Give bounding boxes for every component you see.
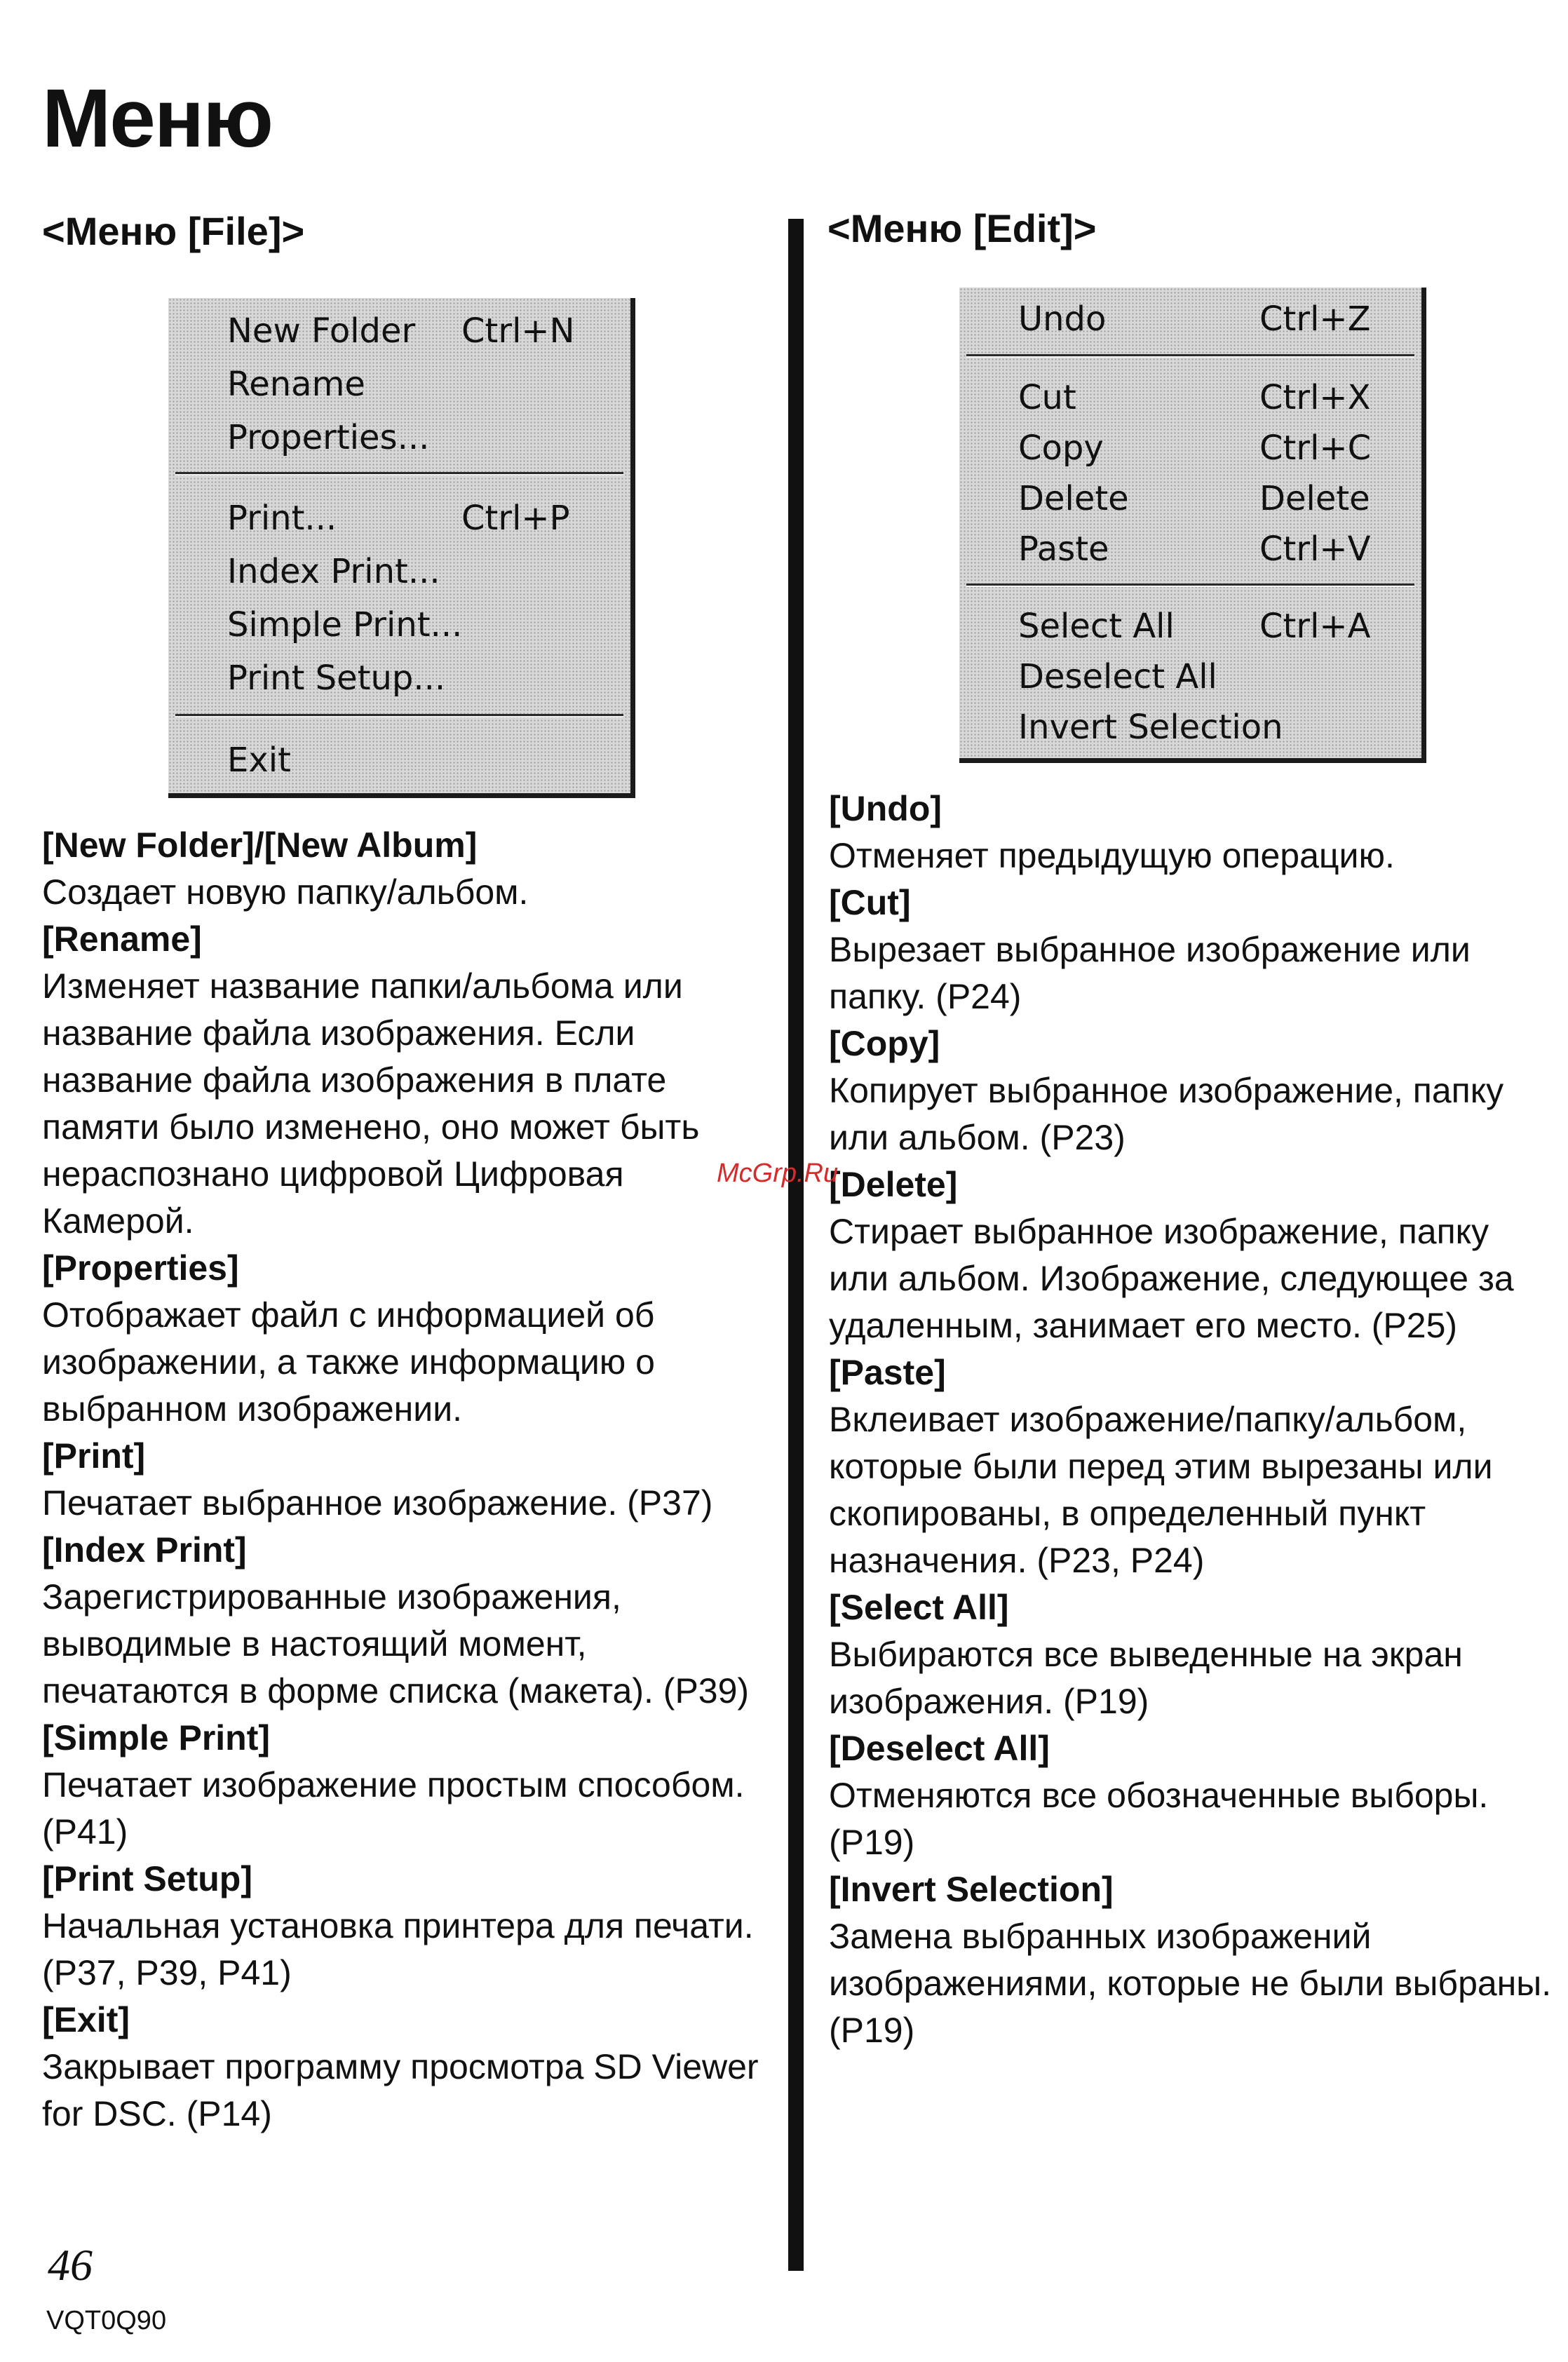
- menu-separator: [175, 714, 623, 717]
- entry-text: Отображает файл с информацией об изображении, а также информацию о выбранном изображении.: [42, 1295, 655, 1429]
- entry-title: [Print Setup]: [42, 1859, 252, 1898]
- document-code: VQT0Q90: [46, 2306, 167, 2335]
- menu-item-label: Invert Selection: [1018, 708, 1283, 747]
- menu-item-label: Index Print...: [227, 552, 440, 591]
- menu-item-label: Paste: [1018, 529, 1109, 569]
- menu-item-label: Print...: [227, 499, 337, 538]
- menu-item-paste[interactable]: [959, 525, 1421, 574]
- menu-item-simple-print[interactable]: [168, 600, 630, 649]
- menu-item-print-setup[interactable]: [168, 654, 630, 703]
- entry-text: Изменяет название папки/альбома или название файла изображения. Если название файла изображения в плате памяти было изменено, оно может быть нераспознано цифровой Цифровая Камерой.: [42, 966, 700, 1241]
- menu-item-undo[interactable]: [959, 295, 1421, 344]
- edit-menu-heading: <Меню [Edit]>: [827, 206, 1097, 250]
- menu-item-label: New Folder: [227, 311, 416, 351]
- menu-item-index-print[interactable]: [168, 547, 630, 596]
- entry-title: [Undo]: [829, 789, 942, 828]
- menu-item-label: Deselect All: [1018, 657, 1217, 696]
- menu-item-print[interactable]: [168, 494, 630, 543]
- menu-item-new-folder[interactable]: [168, 306, 630, 356]
- entry-text: Закрывает программу просмотра SD Viewer for DSC. (P14): [42, 2047, 759, 2133]
- menu-item-exit[interactable]: [168, 736, 630, 785]
- menu-item-label: Copy: [1018, 428, 1104, 468]
- menu-item-shortcut: Ctrl+Z: [1259, 299, 1371, 339]
- entry-title: [Deselect All]: [829, 1729, 1050, 1768]
- menu-item-shortcut: Ctrl+X: [1259, 378, 1371, 417]
- file-menu: [168, 298, 635, 798]
- entry-text: Начальная установка принтера для печати. (P37, P39, P41): [42, 1906, 754, 1992]
- menu-item-label: Simple Print...: [227, 605, 463, 645]
- file-menu-descriptions: [42, 822, 771, 2138]
- menu-item-label: Undo: [1018, 299, 1107, 339]
- menu-item-label: Cut: [1018, 378, 1076, 417]
- entry-text: Печатает выбранное изображение. (P37): [42, 1483, 713, 1523]
- menu-item-label: Properties...: [227, 418, 430, 457]
- entry-title: [Simple Print]: [42, 1718, 271, 1757]
- entry-title: [Rename]: [42, 919, 202, 959]
- edit-menu-descriptions: [829, 785, 1558, 2054]
- entry-title: [Copy]: [829, 1024, 940, 1063]
- edit-menu: [959, 288, 1426, 763]
- entry-text: Вклеивает изображение/папку/альбом, которые были перед этим вырезаны или скопированы, в определенный пункт назначения. (P23, P24): [829, 1400, 1493, 1580]
- menu-separator: [966, 583, 1414, 587]
- menu-item-label: Print Setup...: [227, 659, 446, 698]
- entry-text: Выбираются все выведенные на экран изображения. (P19): [829, 1635, 1463, 1721]
- menu-item-copy[interactable]: [959, 424, 1421, 473]
- entry-text: Стирает выбранное изображение, папку или альбом. Изображение, следующее за удаленным, занимает его место. (P25): [829, 1212, 1514, 1345]
- file-menu-heading: <Меню [File]>: [42, 209, 305, 253]
- entry-text: Замена выбранных изображений изображениями, которые не были выбраны. (P19): [829, 1917, 1552, 2050]
- menu-item-shortcut: Delete: [1259, 479, 1370, 518]
- entry-text: Зарегистрированные изображения, выводимые в настоящий момент, печатаются в форме списка (макета). (P39): [42, 1577, 750, 1710]
- entry-title: [Cut]: [829, 883, 911, 922]
- menu-item-shortcut: Ctrl+V: [1259, 529, 1371, 569]
- entry-text: Печатает изображение простым способом. (P41): [42, 1765, 745, 1851]
- watermark: McGrp.Ru: [717, 1159, 839, 1188]
- menu-item-select-all[interactable]: [959, 602, 1421, 651]
- entry-title: [Invert Selection]: [829, 1870, 1114, 1909]
- entry-title: [Print]: [42, 1436, 146, 1476]
- column-divider: [788, 219, 804, 2271]
- entry-text: Копирует выбранное изображение, папку или альбом. (P23): [829, 1071, 1504, 1157]
- page-title: Меню: [42, 72, 272, 165]
- page-number: 46: [48, 2240, 93, 2290]
- menu-item-invert-selection[interactable]: [959, 703, 1421, 752]
- menu-item-label: Rename: [227, 365, 365, 404]
- menu-item-deselect-all[interactable]: [959, 652, 1421, 701]
- menu-separator: [175, 472, 623, 475]
- menu-item-rename[interactable]: [168, 360, 630, 409]
- menu-item-delete[interactable]: [959, 474, 1421, 523]
- entry-text: Вырезает выбранное изображение или папку. (P24): [829, 930, 1471, 1016]
- menu-item-shortcut: Ctrl+P: [461, 499, 570, 538]
- entry-title: [Exit]: [42, 2000, 130, 2039]
- menu-item-properties[interactable]: [168, 413, 630, 462]
- menu-item-shortcut: Ctrl+C: [1259, 428, 1372, 468]
- menu-item-cut[interactable]: [959, 373, 1421, 422]
- menu-item-shortcut: Ctrl+A: [1259, 607, 1371, 646]
- menu-item-label: Delete: [1018, 479, 1129, 518]
- entry-title: [Select All]: [829, 1588, 1009, 1627]
- menu-item-label: Exit: [227, 741, 291, 780]
- entry-title: [Properties]: [42, 1248, 239, 1288]
- entry-text: Отменяет предыдущую операцию.: [829, 836, 1395, 875]
- menu-item-shortcut: Ctrl+N: [461, 311, 575, 351]
- entry-text: Отменяются все обозначенные выборы. (P19): [829, 1776, 1489, 1862]
- entry-title: [New Folder]/[New Album]: [42, 825, 478, 865]
- entry-title: [Paste]: [829, 1353, 946, 1392]
- entry-title: [Delete]: [829, 1165, 958, 1204]
- menu-separator: [966, 354, 1414, 358]
- entry-text: Создает новую папку/альбом.: [42, 872, 529, 912]
- menu-item-label: Select All: [1018, 607, 1175, 646]
- entry-title: [Index Print]: [42, 1530, 247, 1570]
